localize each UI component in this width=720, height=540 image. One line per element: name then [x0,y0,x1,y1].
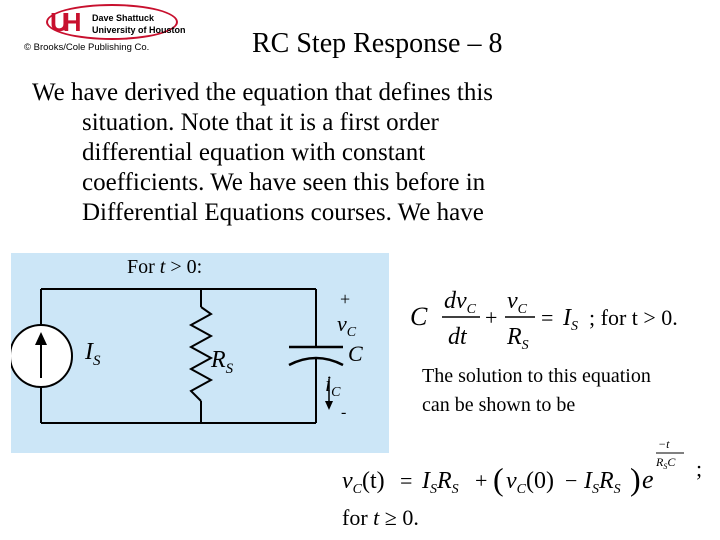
body-paragraph [32,78,692,228]
solution-intro-text [422,362,651,420]
paragraph-line: differential equation with constant [82,139,426,166]
eq1-c: C [410,302,428,331]
solution-condition [342,505,419,531]
solution-equation [338,434,718,506]
eq1-numerator1: $dv_C$ [444,288,476,317]
plus-sign: + [340,289,351,309]
logo-monogram: UH [50,7,76,37]
paragraph-line: coefficients. We have seen this before in [82,169,486,196]
eq2-minus: − [565,468,578,493]
capacitor-label: C [348,341,363,366]
eq2-equals: = [400,468,413,493]
eq1-rhs: $I_S$ [563,305,578,334]
paragraph-line: situation. Note that it is a first order [82,109,439,136]
condition-label: For t > 0: [127,256,203,278]
circuit-wires [41,289,316,423]
cap-current-label: $i_C$ [325,371,341,400]
side-text-line: The solution to this equation [422,365,651,387]
side-text-line: can be shown to be [422,394,576,416]
logo-publisher: © Brooks/Cole Publishing Co. [24,42,150,53]
logo-author: Dave Shattuck [92,13,155,23]
eq1-numerator2: $v_C$ [507,288,527,317]
eq2-exponential-e: e [642,465,654,494]
eq2-plus: + [475,468,488,493]
eq2-paren-close: ) [630,461,641,497]
eq2-term2: $I_SR_S$ [584,468,621,497]
slide-title: RC Step Response – 8 [252,28,503,59]
eq2-term1: $I_SR_S$ [422,468,459,497]
eq1-plus: + [485,305,498,330]
circuit-svg [11,253,389,453]
logo-university: University of Houston [92,25,186,35]
eq1-denominator2: $R_S$ [507,324,529,353]
paragraph-line: Differential Equations courses. We have [82,199,484,226]
footer-suffix: ≥ 0. [379,505,419,530]
rc-circuit-diagram [11,253,389,453]
eq2-exponent-denominator: $R_SC$ [656,455,676,471]
footer-prefix: for [342,505,374,530]
university-logo [0,0,200,62]
resistor-label: $R_S$ [211,347,234,377]
footer-var: t [373,505,380,530]
eq2-v0: $v_C(0)$ [506,468,554,497]
minus-sign: - [341,404,347,421]
eq2-semicolon: ; [696,456,703,481]
eq1-equals: = [541,305,554,330]
paragraph-line: We have derived the equation that defines this [32,79,494,106]
resistor-symbol [191,307,211,401]
differential-equation [405,282,705,362]
eq2-exponent-numerator: −t [658,437,670,451]
eq2-lhs: $v_C(t)$ [342,468,385,497]
source-label: $I_S$ [85,339,101,369]
eq1-denominator1: dt [448,324,467,350]
eq1-condition: ; for t > 0. [589,305,678,330]
eq2-paren-open: ( [493,461,504,497]
cap-current-arrow-head [325,401,333,410]
cap-voltage-label: $v_C$ [337,311,357,340]
